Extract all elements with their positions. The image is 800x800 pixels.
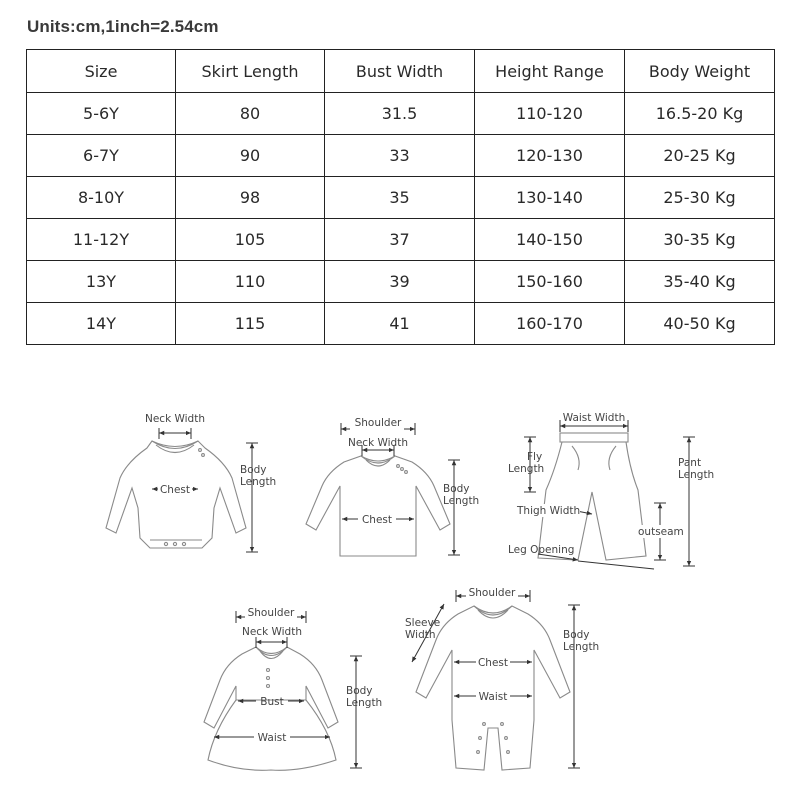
table-cell: 11-12Y bbox=[27, 219, 176, 261]
table-cell: 30-35 Kg bbox=[625, 219, 775, 261]
outseam-label: outseam bbox=[638, 526, 684, 538]
shoulder-label: Shoulder bbox=[468, 587, 516, 599]
table-header-row bbox=[27, 50, 775, 93]
size-chart-table bbox=[26, 49, 775, 345]
table-cell: 39 bbox=[325, 261, 475, 303]
neck-width-label: Neck Width bbox=[144, 413, 206, 425]
waist-label: Waist bbox=[478, 691, 508, 703]
sleeve-width-label: Width bbox=[405, 629, 436, 641]
fly-length-label: Length bbox=[508, 463, 545, 475]
body-length-label: Body bbox=[346, 685, 373, 697]
neck-width-label: Neck Width bbox=[241, 626, 303, 638]
shoulder-label: Shoulder bbox=[354, 417, 402, 429]
table-cell: 14Y bbox=[27, 303, 176, 345]
table-row bbox=[27, 303, 775, 345]
table-cell: 150-160 bbox=[475, 261, 625, 303]
table-cell: 110 bbox=[176, 261, 325, 303]
body-length-label: Body bbox=[240, 464, 267, 476]
table-cell: 115 bbox=[176, 303, 325, 345]
leg-opening-label: Leg Opening bbox=[508, 544, 575, 556]
table-cell: 35-40 Kg bbox=[625, 261, 775, 303]
body-length-label: Length bbox=[346, 697, 383, 709]
body-length-label: Body bbox=[563, 629, 590, 641]
table-cell: 8-10Y bbox=[27, 177, 176, 219]
table-cell: 37 bbox=[325, 219, 475, 261]
table-cell: 40-50 Kg bbox=[625, 303, 775, 345]
table-cell: 98 bbox=[176, 177, 325, 219]
column-header: Body Weight bbox=[625, 50, 775, 93]
table-cell: 13Y bbox=[27, 261, 176, 303]
table-cell: 160-170 bbox=[475, 303, 625, 345]
table-cell: 25-30 Kg bbox=[625, 177, 775, 219]
fly-length-label: Fly bbox=[527, 451, 543, 463]
table-row bbox=[27, 93, 775, 135]
column-header: Height Range bbox=[475, 50, 625, 93]
table-cell: 120-130 bbox=[475, 135, 625, 177]
units-note: Units:cm,1inch=2.54cm bbox=[27, 17, 219, 36]
table-row bbox=[27, 219, 775, 261]
table-cell: 140-150 bbox=[475, 219, 625, 261]
table-cell: 16.5-20 Kg bbox=[625, 93, 775, 135]
romper-diagram bbox=[405, 587, 599, 770]
bust-label: Bust bbox=[260, 696, 284, 708]
column-header: Bust Width bbox=[325, 50, 475, 93]
table-cell: 105 bbox=[176, 219, 325, 261]
column-header: Size bbox=[27, 50, 176, 93]
bodysuit-diagram bbox=[106, 413, 276, 552]
sleeve-width-label: Sleeve bbox=[405, 617, 441, 629]
table-cell: 80 bbox=[176, 93, 325, 135]
chest-label: Chest bbox=[477, 657, 509, 669]
table-cell: 110-120 bbox=[475, 93, 625, 135]
body-length-label: Length bbox=[443, 495, 480, 507]
dress-diagram bbox=[204, 607, 382, 770]
table-row bbox=[27, 261, 775, 303]
chest-label: Chest bbox=[361, 514, 393, 526]
body-length-label: Body bbox=[443, 483, 470, 495]
waist-width-label: Waist Width bbox=[562, 412, 626, 424]
table-cell: 90 bbox=[176, 135, 325, 177]
body-length-label: Length bbox=[240, 476, 277, 488]
pant-length-label: Pant bbox=[678, 457, 702, 469]
thigh-width-label: Thigh Width bbox=[517, 505, 581, 517]
column-header: Skirt Length bbox=[176, 50, 325, 93]
table-row bbox=[27, 135, 775, 177]
table-cell: 31.5 bbox=[325, 93, 475, 135]
table-cell: 41 bbox=[325, 303, 475, 345]
neck-width-label: Neck Width bbox=[347, 437, 409, 449]
table-cell: 20-25 Kg bbox=[625, 135, 775, 177]
chest-label: Chest bbox=[159, 484, 191, 496]
sweater-diagram bbox=[306, 417, 479, 556]
pants-diagram bbox=[508, 412, 714, 569]
waist-label: Waist bbox=[257, 732, 287, 744]
pant-length-label: Length bbox=[678, 469, 715, 481]
body-length-label: Length bbox=[563, 641, 600, 653]
measurement-diagrams bbox=[0, 390, 800, 800]
table-row bbox=[27, 177, 775, 219]
table-cell: 130-140 bbox=[475, 177, 625, 219]
table-cell: 6-7Y bbox=[27, 135, 176, 177]
table-cell: 5-6Y bbox=[27, 93, 176, 135]
table-cell: 33 bbox=[325, 135, 475, 177]
shoulder-label: Shoulder bbox=[247, 607, 295, 619]
table-cell: 35 bbox=[325, 177, 475, 219]
